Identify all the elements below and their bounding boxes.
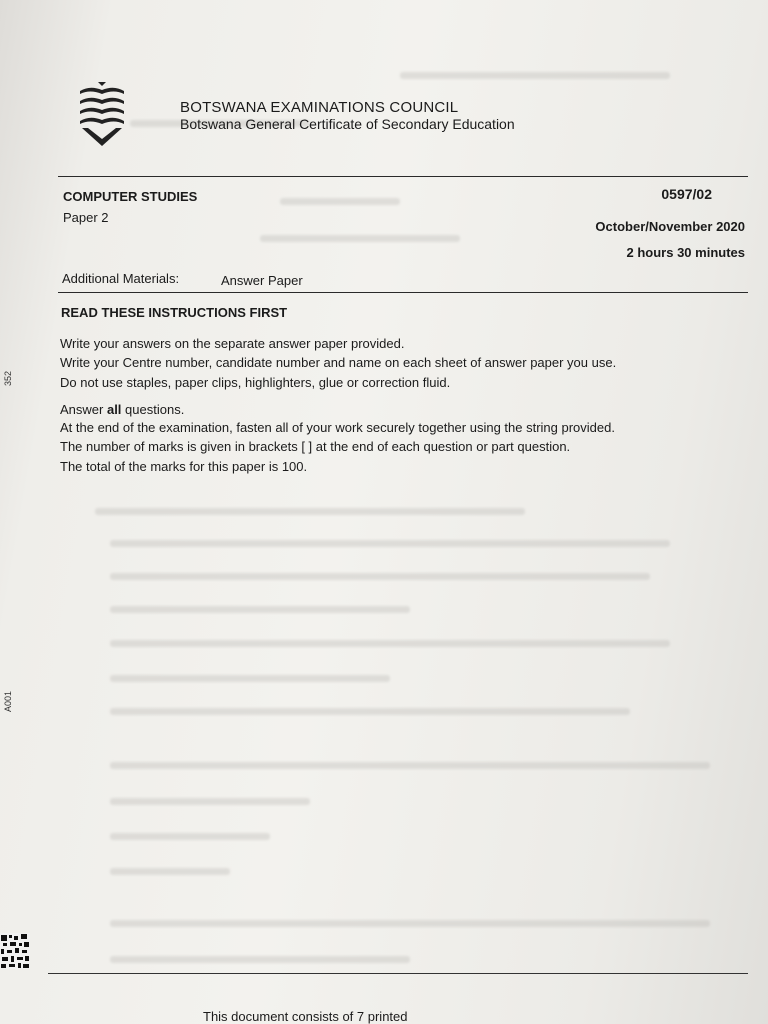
answer-suffix: questions. (121, 402, 185, 417)
bleed-through-text (110, 920, 710, 927)
instruction-line: The number of marks is given in brackets [ ] at the end of each question or part question. (60, 439, 571, 454)
bleed-through-text (110, 540, 670, 547)
certificate-name: Botswana General Certificate of Secondary Education (180, 116, 515, 132)
bleed-through-text (110, 868, 230, 875)
footer-divider (48, 973, 748, 974)
bleed-through-text (260, 235, 460, 242)
bleed-through-text (110, 798, 310, 805)
exam-duration: 2 hours 30 minutes (626, 245, 745, 260)
bleed-through-text (280, 198, 400, 205)
instructions-heading: READ THESE INSTRUCTIONS FIRST (61, 305, 288, 320)
materials-value: Answer Paper (221, 273, 303, 288)
instruction-line: At the end of the examination, fasten all of your work securely together using the string provided. (60, 420, 615, 435)
instruction-line: Write your answers on the separate answer paper provided. (60, 336, 405, 351)
qr-code-icon (0, 933, 30, 969)
margin-code-bottom: A001 (3, 690, 13, 712)
instruction-line: The total of the marks for this paper is 100. (60, 459, 308, 474)
bleed-through-text (110, 675, 390, 682)
bleed-through-text (110, 708, 630, 715)
bleed-through-text (110, 833, 270, 840)
materials-label: Additional Materials: (62, 271, 180, 286)
bec-logo-icon (76, 82, 128, 148)
council-name: BOTSWANA EXAMINATIONS COUNCIL (180, 99, 459, 116)
paper-number: Paper 2 (63, 210, 109, 225)
bleed-through-text (110, 762, 710, 769)
bleed-through-text (110, 606, 410, 613)
instruction-line: Write your Centre number, candidate number and name on each sheet of answer paper you use. (60, 355, 617, 370)
bleed-through-text (400, 72, 670, 79)
bleed-through-text (110, 956, 410, 963)
bleed-through-text (110, 573, 650, 580)
margin-code-top: 352 (3, 370, 13, 386)
paper-code: 0597/02 (661, 186, 712, 202)
bleed-through-text (95, 508, 525, 515)
divider (58, 176, 748, 177)
answer-prefix: Answer (60, 402, 107, 417)
footer-note: This document consists of 7 printed (203, 1009, 408, 1024)
exam-session: October/November 2020 (595, 219, 745, 234)
answer-all-emphasis: all (106, 402, 122, 417)
instruction-answer-all (60, 402, 184, 417)
divider (58, 292, 748, 293)
instruction-line: Do not use staples, paper clips, highlighters, glue or correction fluid. (60, 375, 451, 390)
bleed-through-text (110, 640, 670, 647)
subject-title: COMPUTER STUDIES (63, 189, 198, 204)
